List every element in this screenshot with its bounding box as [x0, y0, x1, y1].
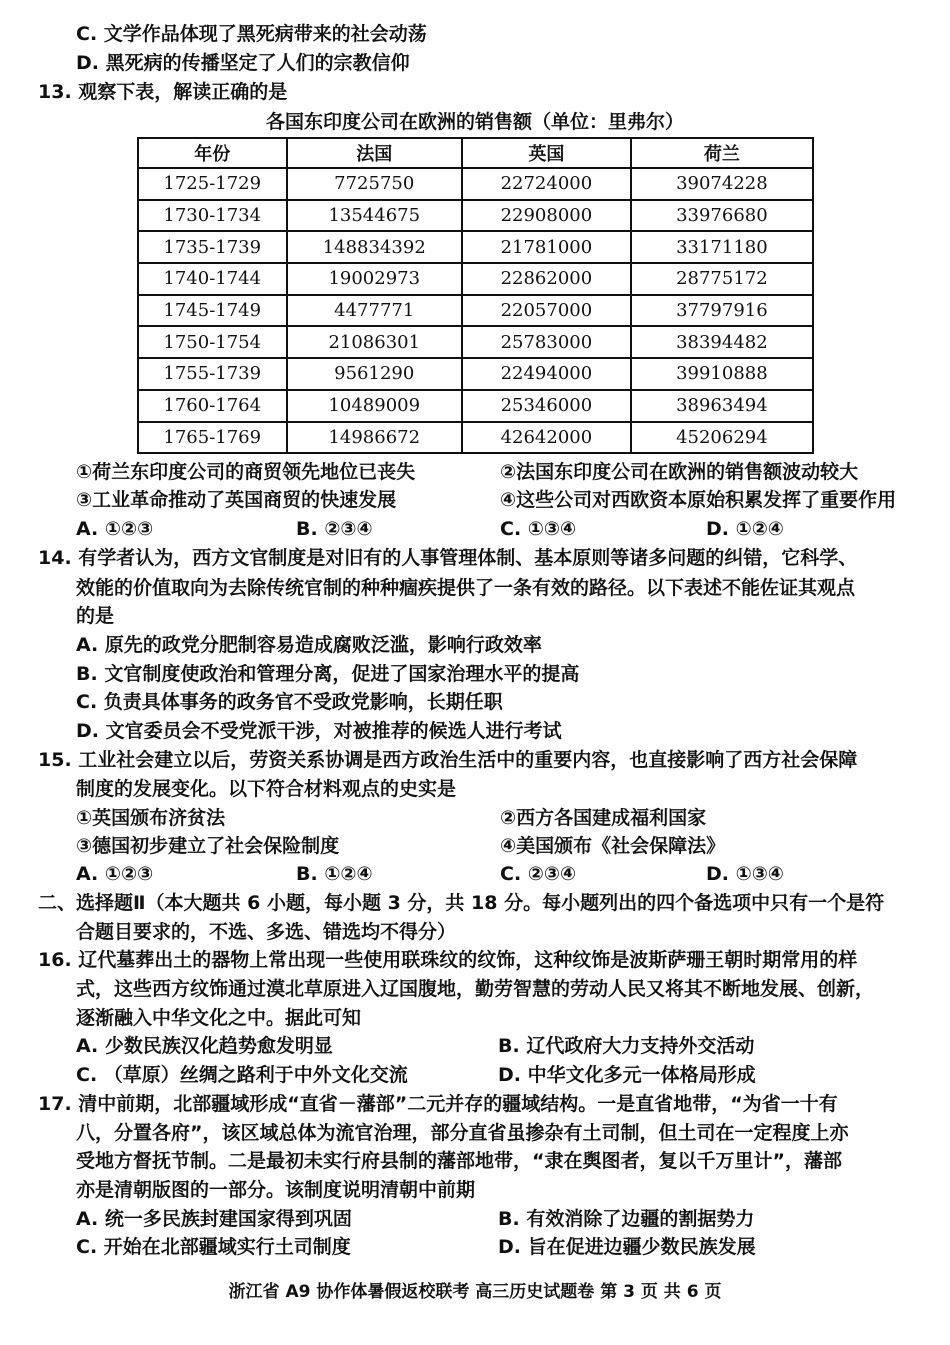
cell-year: 1745-1749: [138, 295, 287, 327]
q17-option-d[interactable]: D. 旨在促进边疆少数民族发展: [498, 1236, 756, 1258]
q14-option-c[interactable]: C. 负责具体事务的政务官不受政党影响，长期任职: [76, 691, 503, 713]
q14-option-a[interactable]: A. 原先的政党分肥制容易造成腐败泛滥，影响行政效率: [76, 634, 542, 656]
cell-britain: 22862000: [462, 263, 631, 295]
q13-option-c[interactable]: C. ①③④: [500, 518, 577, 540]
cell-france: 9561290: [287, 358, 463, 390]
section-2-heading: 二、选择题Ⅱ（本大题共 6 小题，每小题 3 分，共 18 分。每小题列出的四个备选项中只有一个是符: [38, 892, 885, 914]
cell-year: 1725-1729: [138, 168, 287, 200]
q12-option-d: D. 黑死病的传播坚定了人们的宗教信仰: [76, 52, 410, 74]
q13-statement-3: ③工业革命推动了英国商贸的快速发展: [76, 489, 397, 511]
cell-netherlands: 33976680: [631, 200, 813, 232]
q16-stem-line-1: 16. 辽代墓葬出土的器物上常出现一些使用联珠纹的纹饰，这种纹饰是波斯萨珊王朝时期常用的样: [38, 949, 858, 971]
cell-france: 21086301: [287, 326, 463, 358]
q13-option-d[interactable]: D. ①②④: [706, 518, 784, 540]
header-france: 法国: [287, 138, 463, 168]
cell-france: 4477771: [287, 295, 463, 327]
q15-statement-4: ④美国颁布《社会保障法》: [500, 835, 726, 857]
q15-stem-line-2: 制度的发展变化。以下符合材料观点的史实是: [76, 778, 457, 800]
cell-year: 1740-1744: [138, 263, 287, 295]
cell-netherlands: 45206294: [631, 422, 813, 454]
q13-statement-4: ④这些公司对西欧资本原始积累发挥了重要作用: [500, 489, 897, 511]
cell-britain: 22057000: [462, 295, 631, 327]
q16-option-b[interactable]: B. 辽代政府大力支持外交活动: [498, 1035, 755, 1057]
q17-stem-line-4: 亦是清朝版图的一部分。该制度说明清朝中前期: [76, 1179, 476, 1201]
q14-stem-line-2: 效能的价值取向为去除传统官制的种种痼疾提供了一条有效的路径。以下表述不能佐证其观点: [76, 577, 856, 599]
table-header-row: [138, 138, 813, 168]
q15-statement-3: ③德国初步建立了社会保险制度: [76, 835, 340, 857]
q15-option-b[interactable]: B. ①②④: [296, 863, 373, 885]
q16-option-a[interactable]: A. 少数民族汉化趋势愈发明显: [76, 1035, 333, 1057]
q16-stem-line-3: 逐渐融入中华文化之中。据此可知: [76, 1007, 362, 1029]
cell-britain: 21781000: [462, 231, 631, 263]
table-row: [138, 358, 813, 390]
cell-france: 10489009: [287, 390, 463, 422]
table-row: [138, 263, 813, 295]
q16-option-d[interactable]: D. 中华文化多元一体格局形成: [498, 1064, 756, 1086]
q13-stem: 13. 观察下表，解读正确的是: [38, 81, 288, 103]
cell-year: 1730-1734: [138, 200, 287, 232]
cell-year: 1765-1769: [138, 422, 287, 454]
cell-year: 1755-1739: [138, 358, 287, 390]
q13-option-a[interactable]: A. ①②③: [76, 518, 154, 540]
q14-option-d[interactable]: D. 文官委员会不受党派干涉，对被推荐的候选人进行考试: [76, 720, 562, 742]
cell-netherlands: 39074228: [631, 168, 813, 200]
q13-statement-2: ②法国东印度公司在欧洲的销售额波动较大: [500, 461, 859, 483]
cell-netherlands: 28775172: [631, 263, 813, 295]
q14-option-b[interactable]: B. 文官制度使政治和管理分离，促进了国家治理水平的提高: [76, 663, 580, 685]
cell-britain: 22908000: [462, 200, 631, 232]
cell-britain: 25346000: [462, 390, 631, 422]
q15-option-c[interactable]: C. ②③④: [500, 863, 577, 885]
q15-stem-line-1: 15. 工业社会建立以后，劳资关系协调是西方政治生活中的重要内容，也直接影响了西方社会保障: [38, 749, 858, 771]
cell-britain: 22724000: [462, 168, 631, 200]
table-row: [138, 422, 813, 454]
q15-statement-2: ②西方各国建成福利国家: [500, 807, 707, 829]
cell-britain: 42642000: [462, 422, 631, 454]
cell-year: 1750-1754: [138, 326, 287, 358]
q16-stem-line-2: 式，这些西方纹饰通过漠北草原进入辽国腹地，勤劳智慧的劳动人民又将其不断地发展、创新，: [76, 978, 875, 1000]
q15-option-d[interactable]: D. ①③④: [706, 863, 784, 885]
cell-year: 1735-1739: [138, 231, 287, 263]
table-row: [138, 390, 813, 422]
table-row: [138, 200, 813, 232]
q17-stem-line-3: 受地方督抚节制。二是最初未实行府县制的藩部地带，“隶在舆图者，复以千万里计”，藩部: [76, 1150, 842, 1172]
q12-option-c: C. 文学作品体现了黑死病带来的社会动荡: [76, 23, 427, 45]
q17-option-a[interactable]: A. 统一多民族封建国家得到巩固: [76, 1208, 352, 1230]
cell-france: 14986672: [287, 422, 463, 454]
q17-option-b[interactable]: B. 有效消除了边疆的割据势力: [498, 1208, 755, 1230]
cell-france: 19002973: [287, 263, 463, 295]
cell-netherlands: 37797916: [631, 295, 813, 327]
q13-table-title: 各国东印度公司在欧洲的销售额（单位：里弗尔）: [265, 111, 684, 133]
header-britain: 英国: [462, 138, 631, 168]
q15-statement-1: ①英国颁布济贫法: [76, 807, 226, 829]
q13-statement-1: ①荷兰东印度公司的商贸领先地位已丧失: [76, 461, 416, 483]
table-row: [138, 168, 813, 200]
header-year: 年份: [138, 138, 287, 168]
cell-netherlands: 39910888: [631, 358, 813, 390]
page-footer: 浙江省 A9 协作体暑假返校联考 高三历史试题卷 第 3 页 共 6 页: [228, 1282, 722, 1302]
q17-option-c[interactable]: C. 开始在北部疆域实行土司制度: [76, 1236, 351, 1258]
table-row: [138, 231, 813, 263]
q16-option-c[interactable]: C. （草原）丝绸之路利于中外文化交流: [76, 1064, 408, 1086]
q17-stem-line-1: 17. 清中前期，北部疆域形成“直省－藩部”二元并存的疆域结构。一是直省地带，“为省一十有: [38, 1093, 838, 1115]
q14-stem-line-3: 的是: [76, 605, 115, 627]
q13-option-b[interactable]: B. ②③④: [296, 518, 373, 540]
cell-france: 13544675: [287, 200, 463, 232]
q17-stem-line-2: 八，分置各府”，该区域总体为流官治理，部分直省虽掺杂有土司制，但土司在一定程度上亦: [76, 1122, 849, 1144]
cell-britain: 25783000: [462, 326, 631, 358]
cell-netherlands: 33171180: [631, 231, 813, 263]
cell-netherlands: 38394482: [631, 326, 813, 358]
cell-france: 7725750: [287, 168, 463, 200]
q14-stem-line-1: 14. 有学者认为，西方文官制度是对旧有的人事管理体制、基本原则等诸多问题的纠错，它科学、: [38, 547, 858, 569]
cell-france: 148834392: [287, 231, 463, 263]
table-row: [138, 326, 813, 358]
q15-option-a[interactable]: A. ①②③: [76, 863, 154, 885]
header-netherlands: 荷兰: [631, 138, 813, 168]
section-2-heading-cont: 合题目要求的，不选、多选、错选均不得分）: [76, 921, 457, 943]
cell-netherlands: 38963494: [631, 390, 813, 422]
sales-table: [137, 137, 814, 454]
table-row: [138, 295, 813, 327]
cell-year: 1760-1764: [138, 390, 287, 422]
cell-britain: 22494000: [462, 358, 631, 390]
